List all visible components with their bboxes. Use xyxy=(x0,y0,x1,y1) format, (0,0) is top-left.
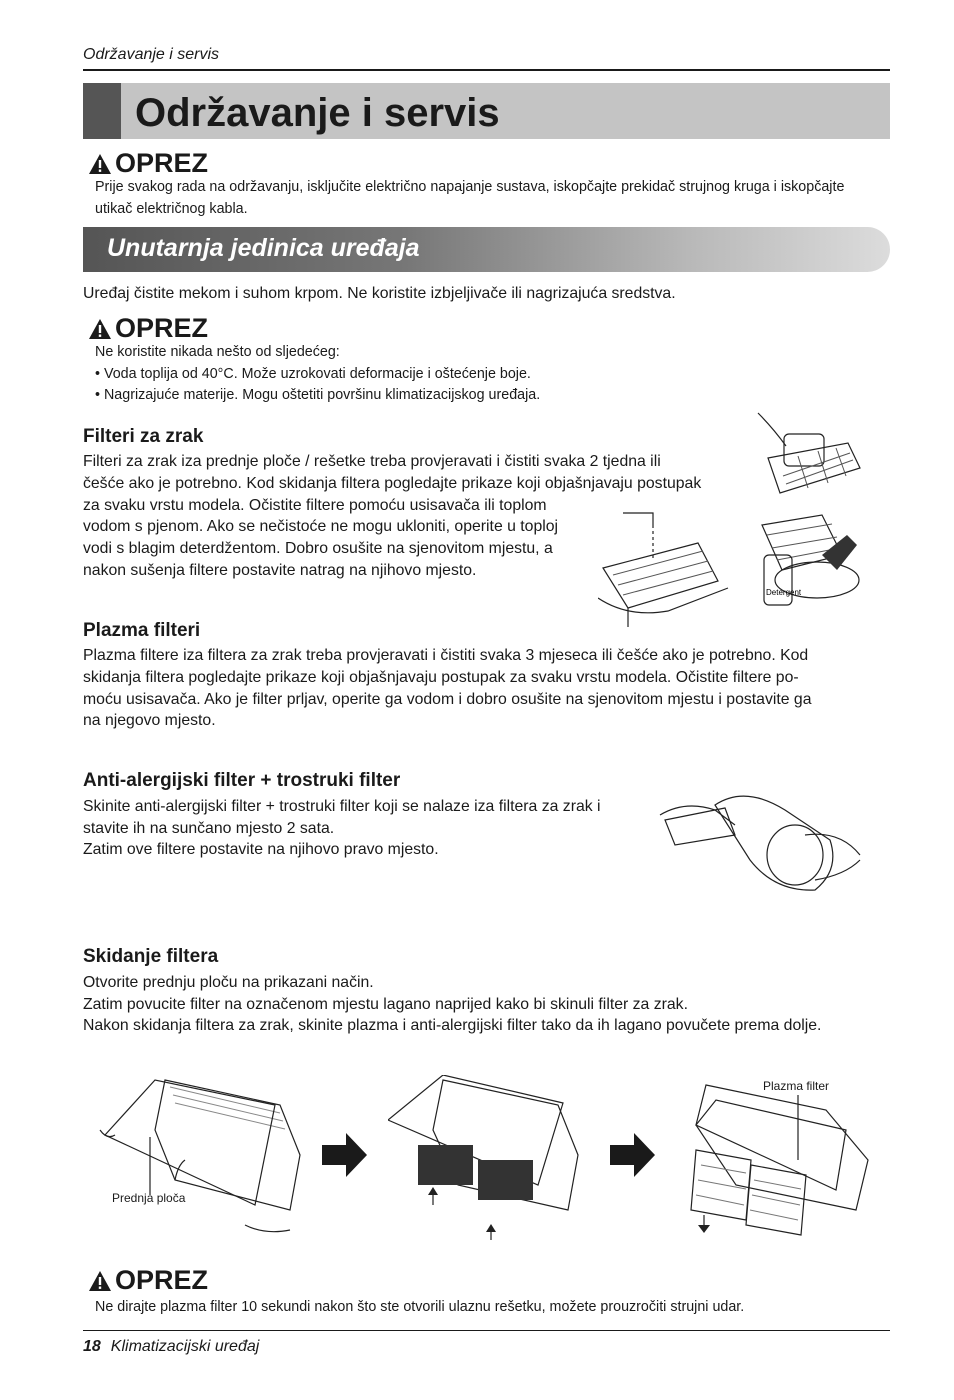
anti-allergy-line: stavite ih na sunčano mjesto 2 sata. xyxy=(83,820,335,837)
label-front-panel: Prednja ploča xyxy=(112,1191,186,1205)
plasma-line: moću usisavača. Ako je filter prljav, operite ga vodom i dobro osušite na sjenovitom mjestu i postavite ga xyxy=(83,691,812,708)
footer-title: Klimatizacijski uređaj xyxy=(110,1338,260,1355)
section-band xyxy=(83,227,890,272)
page-number: 18 xyxy=(83,1338,101,1355)
caution-heading-3 xyxy=(88,1265,208,1296)
title-block-marker xyxy=(83,83,121,139)
removal-step1-illustration xyxy=(95,1075,310,1240)
air-filters-line: Filteri za zrak iza prednje ploče / rešetke treba provjeravati i čistiti svaka 2 tjedna ili xyxy=(83,453,661,470)
caution-label: OPREZ xyxy=(115,1265,209,1295)
air-filters-line: vodi s blagim deterdžentom. Dobro osušite na sjenovitom mjestu, a xyxy=(83,540,553,557)
air-filters-line: za svaku vrstu modela. Očistite filtere pomoću usisavača ili toplom xyxy=(83,497,547,514)
warning-icon xyxy=(88,153,112,175)
anti-allergy-line: Zatim ove filtere postavite na njihovo pravo mjesto. xyxy=(83,841,439,858)
arrow-right-icon xyxy=(610,1133,655,1178)
air-filters-line: vodom s pjenom. Ako se nečistoće ne mogu ukloniti, operite u toploj xyxy=(83,518,559,535)
heading-air-filters: Filteri za zrak xyxy=(83,426,204,447)
warning-icon xyxy=(88,1270,112,1292)
removal-line: Nakon skidanja filtera za zrak, skinite plazma i anti-alergijski filter tako da ih lagano povučete prema dolje. xyxy=(83,1017,822,1034)
caution-heading-2 xyxy=(88,313,208,344)
removal-step3-illustration xyxy=(676,1075,871,1255)
arrow-right-icon xyxy=(322,1133,367,1178)
warning-icon xyxy=(88,318,112,340)
plasma-line: Plazma filtere iza filtera za zrak treba provjeravati i čistiti svaka 3 mjeseca ili češće ako je potrebno. Kod xyxy=(83,647,809,664)
page-title: Održavanje i servis xyxy=(135,91,500,135)
heading-plasma-filters: Plazma filteri xyxy=(83,620,201,641)
vacuum-filter-illustration xyxy=(738,408,866,508)
title-band xyxy=(83,83,890,139)
header-rule xyxy=(83,69,890,71)
air-filters-line: nakon sušenja filtere postavite natrag na njihovo mjesto. xyxy=(83,562,477,579)
caution2-item: • Voda toplija od 40°C. Može uzrokovati deformacije i oštećenje boje. xyxy=(95,366,531,382)
section-title: Unutarnja jedinica uređaja xyxy=(107,234,420,262)
footer-rule xyxy=(83,1330,890,1331)
footer xyxy=(83,1338,259,1356)
caution2-lead: Ne koristite nikada nešto od sljedećeg: xyxy=(95,344,340,360)
label-plasma-filter: Plazma filter xyxy=(763,1079,830,1093)
plasma-line: na njegovo mjesto. xyxy=(83,712,216,729)
heading-filter-removal: Skidanje filtera xyxy=(83,946,219,967)
caution-text-3: Ne dirajte plazma filter 10 sekundi nakon što ste otvorili ulaznu rešetku, možete prouzročiti strujni udar. xyxy=(95,1299,745,1315)
plasma-line: skidanja filtera pogledajte prikaze koji objašnjavaju postupak za svaku vrstu modela. Očistite filtere po- xyxy=(83,669,799,686)
caution-label: OPREZ xyxy=(115,148,209,178)
heading-anti-allergy: Anti-alergijski filter + trostruki filter xyxy=(83,770,401,791)
washing-filter-illustration xyxy=(598,503,733,628)
handheld-vacuum-illustration xyxy=(655,780,865,900)
air-filters-line: češće ako je potrebno. Kod skidanja filtera pogledajte prikaze koji objašnjavaju postupak xyxy=(83,475,702,492)
caution-heading-1 xyxy=(88,148,208,179)
caution-text-1: Prije svakog rada na održavanju, isključite električno napajanje sustava, iskopčajte prekidač strujnog kruga i iskopčajte utikač električnog kabla. xyxy=(95,179,845,217)
removal-line: Otvorite prednju ploču na prikazani način. xyxy=(83,974,374,991)
detergent-wash-illustration xyxy=(752,510,864,610)
anti-allergy-line: Skinite anti-alergijski filter + trostruki filter koji se nalaze iza filtera za zrak i xyxy=(83,798,601,815)
caution-label: OPREZ xyxy=(115,313,209,343)
intro-text: Uređaj čistite mekom i suhom krpom. Ne koristite izbjeljivače ili nagrizajuća sredstva. xyxy=(83,285,676,302)
running-header: Održavanje i servis xyxy=(83,46,220,63)
removal-step2-illustration xyxy=(388,1075,583,1245)
detergent-label: Detergent xyxy=(766,588,802,597)
caution2-item: • Nagrizajuće materije. Mogu oštetiti površinu klimatizacijskog uređaja. xyxy=(95,387,541,403)
removal-line: Zatim povucite filter na označenom mjestu lagano naprijed kako bi skinuli filter za zrak. xyxy=(83,996,688,1013)
